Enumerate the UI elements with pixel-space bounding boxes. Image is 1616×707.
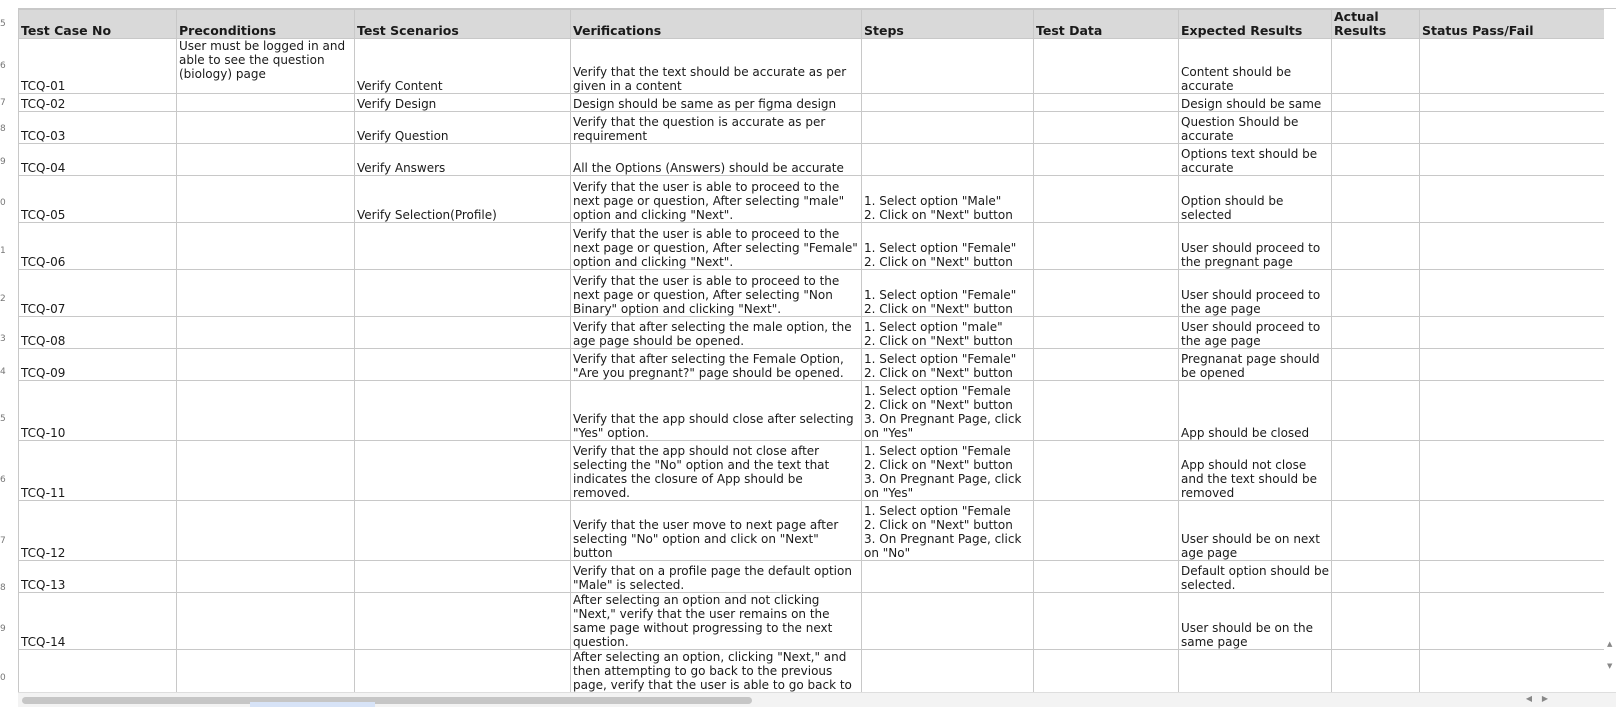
scenario-cell[interactable] [355, 381, 571, 441]
expected-result-cell[interactable]: App should be closed [1179, 381, 1332, 441]
expected-result-cell[interactable]: Default option should be selected. [1179, 561, 1332, 593]
row-number[interactable]: 9 [0, 623, 6, 634]
expected-result-cell[interactable]: User should be on the same page [1179, 593, 1332, 650]
scenario-cell[interactable] [355, 561, 571, 593]
test-data-cell[interactable] [1034, 561, 1179, 593]
scroll-left-arrow-icon[interactable]: ◀ [1525, 694, 1533, 703]
precondition-cell[interactable] [177, 112, 355, 144]
actual-result-cell[interactable] [1332, 223, 1420, 270]
actual-result-cell[interactable] [1332, 94, 1420, 112]
test-case-id-cell[interactable]: TCQ-12 [19, 501, 177, 561]
test-data-cell[interactable] [1034, 270, 1179, 317]
row-number[interactable]: 9 [0, 157, 6, 167]
row-number[interactable]: 4 [0, 367, 6, 377]
scenario-cell[interactable] [355, 593, 571, 650]
precondition-cell[interactable] [177, 381, 355, 441]
steps-cell[interactable] [862, 94, 1034, 112]
scenario-cell[interactable]: Verify Answers [355, 144, 571, 176]
horizontal-scroll-thumb[interactable] [22, 697, 752, 704]
table-row [19, 441, 1605, 501]
header-cell[interactable]: Test Data [1034, 10, 1179, 39]
actual-result-cell[interactable] [1332, 144, 1420, 176]
precondition-cell[interactable] [177, 144, 355, 176]
scenario-cell[interactable] [355, 223, 571, 270]
table-row [19, 223, 1605, 270]
test-data-cell[interactable] [1034, 593, 1179, 650]
scenario-cell[interactable] [355, 317, 571, 349]
scenario-cell[interactable]: Verify Selection(Profile) [355, 176, 571, 223]
status-cell[interactable] [1420, 349, 1605, 381]
verification-cell[interactable]: Verify that after selecting the male option, the age page should be opened. [571, 317, 862, 349]
precondition-cell[interactable] [177, 176, 355, 223]
test-case-id-cell[interactable]: TCQ-13 [19, 561, 177, 593]
table-row [19, 144, 1605, 176]
test-data-cell[interactable] [1034, 381, 1179, 441]
verification-cell[interactable]: Verify that the user is able to proceed to the next page or question, After selecting "Female" option and clicking "Next". [571, 223, 862, 270]
test-case-id-cell[interactable]: TCQ-04 [19, 144, 177, 176]
steps-cell[interactable]: 1. Select option "Female 2. Click on "Next" button 3. On Pregnant Page, click on "No" [862, 501, 1034, 561]
header-cell[interactable]: Actual Results [1332, 10, 1420, 39]
scenario-cell[interactable] [355, 501, 571, 561]
verification-cell[interactable]: After selecting an option and not clicking "Next," verify that the user remains on the same page without progressing to the next question. [571, 593, 862, 650]
header-cell[interactable]: Test Case No [19, 10, 177, 39]
test-data-cell[interactable] [1034, 317, 1179, 349]
row-number[interactable]: 6 [0, 60, 6, 71]
table-row [19, 561, 1605, 593]
verification-cell[interactable]: After selecting an option, clicking "Next," and then attempting to go back to the previous page, verify that the user is able to go back to [571, 650, 862, 707]
precondition-cell[interactable] [177, 317, 355, 349]
sheet-tab-indicator [250, 702, 375, 707]
row-number[interactable]: 7 [0, 98, 6, 108]
actual-result-cell[interactable] [1332, 112, 1420, 144]
table-row [19, 112, 1605, 144]
expected-result-cell[interactable]: Content should be accurate [1179, 39, 1332, 94]
table-row [19, 381, 1605, 441]
expected-result-cell[interactable]: Question Should be accurate [1179, 112, 1332, 144]
steps-cell[interactable]: 1. Select option "Female" 2. Click on "Next" button [862, 223, 1034, 270]
precondition-cell[interactable] [177, 441, 355, 501]
steps-cell[interactable] [862, 561, 1034, 593]
precondition-cell[interactable] [177, 561, 355, 593]
status-cell[interactable] [1420, 112, 1605, 144]
expected-result-cell[interactable]: User should be on next age page [1179, 501, 1332, 561]
verification-cell[interactable]: Verify that the question is accurate as per requirement [571, 112, 862, 144]
verification-cell[interactable]: Verify that the app should not close after selecting the "No" option and the text that indicates the closure of App should be removed. [571, 441, 862, 501]
test-data-cell[interactable] [1034, 176, 1179, 223]
test-case-id-cell[interactable]: TCQ-03 [19, 112, 177, 144]
test-case-id-cell[interactable]: TCQ-05 [19, 176, 177, 223]
test-case-id-cell[interactable]: TCQ-08 [19, 317, 177, 349]
verification-cell[interactable]: Verify that the user is able to proceed to the next page or question, After selecting "Non Binary" option and clicking "Next". [571, 270, 862, 317]
scenario-cell[interactable] [355, 349, 571, 381]
row-number[interactable]: 0 [0, 197, 6, 208]
table-row [19, 349, 1605, 381]
precondition-cell[interactable] [177, 349, 355, 381]
expected-result-cell[interactable]: User should proceed to the pregnant page [1179, 223, 1332, 270]
expected-result-cell[interactable]: Option should be selected [1179, 176, 1332, 223]
test-data-cell[interactable] [1034, 39, 1179, 94]
steps-cell[interactable]: 1. Select option "Female 2. Click on "Next" button 3. On Pregnant Page, click on "Yes" [862, 381, 1034, 441]
test-data-cell[interactable] [1034, 441, 1179, 501]
table-row [19, 270, 1605, 317]
table-row [19, 593, 1605, 650]
actual-result-cell[interactable] [1332, 317, 1420, 349]
test-case-id-cell[interactable]: TCQ-07 [19, 270, 177, 317]
scroll-right-arrow-icon[interactable]: ▶ [1541, 694, 1549, 703]
verification-cell[interactable]: Verify that the user is able to proceed to the next page or question, After selecting "male" option and clicking "Next". [571, 176, 862, 223]
row-number[interactable]: 2 [0, 293, 6, 304]
test-data-cell[interactable] [1034, 144, 1179, 176]
table-row [19, 176, 1605, 223]
row-number[interactable]: 1 [0, 245, 6, 256]
header-cell[interactable]: Test Scenarios [355, 10, 571, 39]
steps-cell[interactable]: 1. Select option "Female 2. Click on "Next" button 3. On Pregnant Page, click on "Yes" [862, 441, 1034, 501]
vertical-scrollbar[interactable] [1604, 9, 1616, 692]
status-cell[interactable] [1420, 561, 1605, 593]
actual-result-cell[interactable] [1332, 349, 1420, 381]
verification-cell[interactable]: Verify that on a profile page the default option "Male" is selected. [571, 561, 862, 593]
steps-cell[interactable]: 1. Select option "Female" 2. Click on "Next" button [862, 270, 1034, 317]
steps-cell[interactable]: 1. Select option "Male" 2. Click on "Next" button [862, 176, 1034, 223]
actual-result-cell[interactable] [1332, 441, 1420, 501]
steps-cell[interactable]: 1. Select option "Female" 2. Click on "Next" button [862, 349, 1034, 381]
verification-cell[interactable]: Design should be same as per figma design [571, 94, 862, 112]
status-cell[interactable] [1420, 94, 1605, 112]
scenario-cell[interactable]: Verify Design [355, 94, 571, 112]
status-cell[interactable] [1420, 39, 1605, 94]
row-number[interactable]: 8 [0, 124, 6, 134]
header-cell[interactable]: Steps [862, 10, 1034, 39]
actual-result-cell[interactable] [1332, 39, 1420, 94]
verification-cell[interactable]: Verify that the text should be accurate as per given in a content [571, 39, 862, 94]
precondition-cell[interactable] [177, 593, 355, 650]
status-cell[interactable] [1420, 593, 1605, 650]
steps-cell[interactable] [862, 39, 1034, 94]
test-case-id-cell[interactable]: TCQ-10 [19, 381, 177, 441]
steps-cell[interactable] [862, 593, 1034, 650]
status-cell[interactable] [1420, 223, 1605, 270]
row-number[interactable]: 3 [0, 334, 6, 344]
precondition-cell[interactable] [177, 270, 355, 317]
row-number[interactable]: 8 [0, 583, 6, 593]
header-cell[interactable]: Preconditions [177, 10, 355, 39]
status-cell[interactable] [1420, 144, 1605, 176]
actual-result-cell[interactable] [1332, 593, 1420, 650]
test-data-cell[interactable] [1034, 349, 1179, 381]
test-data-cell[interactable] [1034, 223, 1179, 270]
steps-cell[interactable]: 1. Select option "male" 2. Click on "Next" button [862, 317, 1034, 349]
scroll-down-arrow-icon[interactable]: ▼ [1607, 662, 1613, 670]
verification-cell[interactable]: Verify that the user move to next page after selecting "No" option and click on "Next" button [571, 501, 862, 561]
test-case-id-cell[interactable]: TCQ-02 [19, 94, 177, 112]
test-case-id-cell[interactable]: TCQ-09 [19, 349, 177, 381]
verification-cell[interactable]: All the Options (Answers) should be accurate [571, 144, 862, 176]
precondition-cell[interactable] [177, 501, 355, 561]
scroll-up-arrow-icon[interactable]: ▲ [1607, 640, 1613, 648]
row-number[interactable]: 0 [0, 673, 6, 683]
test-data-cell[interactable] [1034, 94, 1179, 112]
table-row [19, 317, 1605, 349]
table-row [19, 501, 1605, 561]
row-number[interactable]: 6 [0, 475, 6, 485]
precondition-cell[interactable] [177, 94, 355, 112]
test-data-cell[interactable] [1034, 501, 1179, 561]
precondition-cell[interactable]: User must be logged in and able to see the question (biology) page [177, 39, 355, 94]
table-row [19, 39, 1605, 94]
expected-result-cell[interactable]: Pregnanat page should be opened [1179, 349, 1332, 381]
actual-result-cell[interactable] [1332, 501, 1420, 561]
row-number[interactable]: 5 [0, 18, 6, 29]
precondition-cell[interactable] [177, 223, 355, 270]
status-cell[interactable] [1420, 270, 1605, 317]
verification-cell[interactable]: Verify that the app should close after selecting "Yes" option. [571, 381, 862, 441]
test-case-id-cell[interactable]: TCQ-11 [19, 441, 177, 501]
row-number[interactable]: 7 [0, 536, 6, 546]
expected-result-cell[interactable]: App should not close and the text should be removed [1179, 441, 1332, 501]
expected-result-cell[interactable]: User should proceed to the age page [1179, 270, 1332, 317]
actual-result-cell[interactable] [1332, 561, 1420, 593]
actual-result-cell[interactable] [1332, 381, 1420, 441]
status-cell[interactable] [1420, 381, 1605, 441]
actual-result-cell[interactable] [1332, 270, 1420, 317]
steps-cell[interactable] [862, 144, 1034, 176]
header-cell[interactable]: Verifications [571, 10, 862, 39]
header-cell[interactable]: Status Pass/Fail [1420, 10, 1605, 39]
expected-result-cell[interactable]: Options text should be accurate [1179, 144, 1332, 176]
scenario-cell[interactable]: Verify Question [355, 112, 571, 144]
test-case-id-cell[interactable]: TCQ-14 [19, 593, 177, 650]
expected-result-cell[interactable]: Design should be same [1179, 94, 1332, 112]
status-cell[interactable] [1420, 501, 1605, 561]
header-cell[interactable]: Expected Results [1179, 10, 1332, 39]
actual-result-cell[interactable] [1332, 176, 1420, 223]
steps-cell[interactable] [862, 112, 1034, 144]
verification-cell[interactable]: Verify that after selecting the Female Option, "Are you pregnant?" page should be opened. [571, 349, 862, 381]
header-row [19, 10, 1605, 39]
status-cell[interactable] [1420, 317, 1605, 349]
status-cell[interactable] [1420, 441, 1605, 501]
test-case-table [18, 9, 1605, 707]
expected-result-cell[interactable]: User should proceed to the age page [1179, 317, 1332, 349]
test-data-cell[interactable] [1034, 112, 1179, 144]
test-case-id-cell[interactable]: TCQ-01 [19, 39, 177, 94]
scenario-cell[interactable] [355, 441, 571, 501]
table-row [19, 94, 1605, 112]
row-number[interactable]: 5 [0, 414, 6, 424]
status-cell[interactable] [1420, 176, 1605, 223]
scenario-cell[interactable] [355, 270, 571, 317]
scenario-cell[interactable]: Verify Content [355, 39, 571, 94]
test-case-id-cell[interactable]: TCQ-06 [19, 223, 177, 270]
